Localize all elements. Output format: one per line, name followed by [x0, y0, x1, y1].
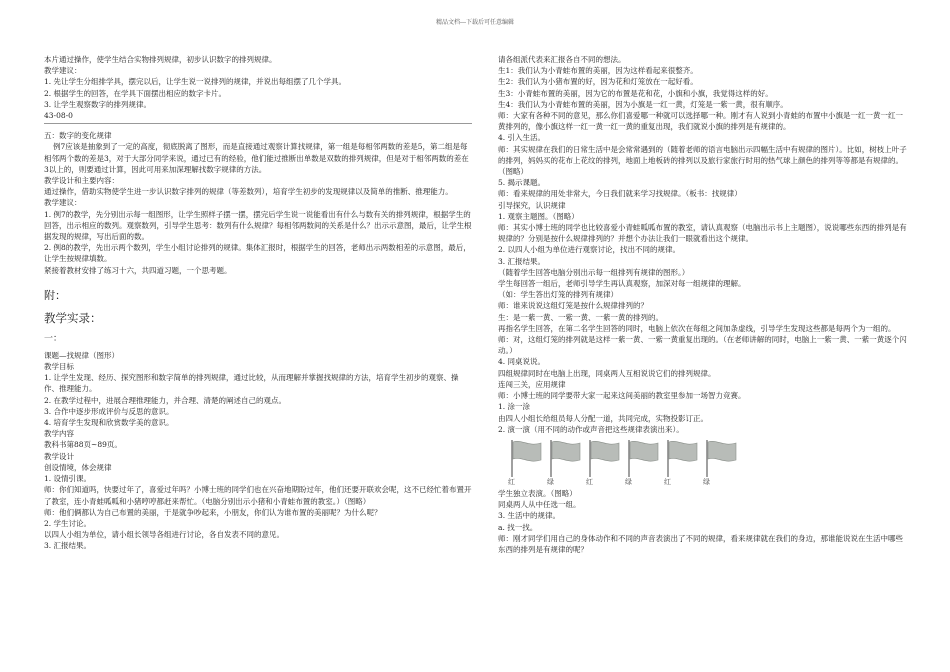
paragraph: 同桌两人从中任选一组。	[498, 500, 581, 510]
paragraph: 教学设计和主要内容：	[44, 176, 119, 186]
left-top-section	[44, 54, 472, 121]
paragraph: 师：大家有各种不同的意见，那么你们喜爱哪一种就可以选择哪一种。刚才有人说到小青蛙的布置中小旗是一红一黄一红一黄排列的，像小旗这样一红一黄一红一黄的重复出现，我们就说小旗的排列是有规律的。	[498, 111, 903, 132]
page-header: 精品文档---下载后可任意编辑	[435, 19, 515, 26]
flag-figure	[508, 438, 910, 488]
paragraph: 2. 演一演（用不同的动作或声音把这些规律表演出来）。	[498, 424, 684, 434]
paragraph: 紧接着教材安排了练习十六，共四道习题，一个思考题。	[44, 265, 232, 275]
paragraph: 1. 观察主题图。（图略）	[498, 211, 579, 221]
flag-icon	[625, 438, 661, 488]
flag-color-label: 绿	[547, 477, 554, 486]
section-five	[44, 130, 472, 276]
paragraph: 师：其实规律在我们的日常生活中是会常常遇到的（随着老师的语言电脑出示四幅生活中有规律的图片）。比如，树枝上叶子的排列，妈妈买的花布上花纹的排列，地面上地板砖的排列以及旅行家旅行时用的热气球上颜色的排列等等都是有规律的。（图略）	[498, 144, 907, 177]
paragraph: 创设情境，体会规律	[44, 462, 112, 472]
paragraph: 3. 生活中的规律。	[498, 511, 561, 521]
paragraph: 1. 让学生发现、经历、探究图形和数字简单的排列规律，通过比较，从而理解并掌握找规律的方法，培育学生初步的观察、操作、推理能力。	[44, 373, 459, 394]
paragraph: 1. 例7的教学，先分别出示每一组图形，让学生照样子摆一摆，摆完后学生说一说能看出有什么与数有关的排列规律，根据学生的回答，出示相应的数列。观察数列，引导学生思考：数列有什么规律？每相邻两数间的关系是什么？出示示意图，最后，让学生根据发现的规律，写出后面的数。	[44, 209, 472, 242]
paragraph: 师：刚才同学们用自己的身体动作和不同的声音表演出了不同的规律，看来规律就在我们的身边，那谁能说说在生活中哪些东西的排列是有规律的呢？	[498, 533, 903, 554]
paragraph: 教科书第88页~89页。	[44, 440, 122, 450]
paragraph: 五：数字的变化规律	[44, 131, 112, 141]
paragraph: 3. 汇报结果。	[44, 541, 92, 551]
paragraph: 教学内容	[44, 429, 74, 439]
paragraph: 教学设计	[44, 451, 74, 461]
flag-icon	[508, 438, 544, 488]
paragraph: 学生独立表演。（图略）	[498, 488, 577, 498]
flag-color-label: 红	[508, 477, 515, 486]
paragraph: 师：你们知道吗，快要过年了，喜爱过年吗？小博士班的同学们也在兴奋地期盼过年，他们还要开联欢会呢，这不已经忙着布置开了教室，连小青蛙呱呱和小猪哼哼都赶来帮忙。（电脑分别出示小猪和小青蛙布置的教室。）（图略）	[44, 485, 472, 506]
paragraph: 以四人小组为单位，请小组长领导各组进行讨论，各自发表不同的意见。	[44, 530, 284, 540]
part-one-heading: 一：	[44, 333, 63, 344]
paragraph: 生：是一紫一黄、一紫一黄、一紫一黄的排列的。	[498, 312, 663, 322]
flag-color-label: 绿	[625, 477, 632, 486]
left-column	[44, 54, 472, 552]
paragraph: 本片通过操作，使学生结合实物排列规律，初步认识数字的排列规律。	[44, 55, 277, 64]
paragraph: 2. 学生讨论。	[44, 518, 92, 528]
paragraph: 教学建议：	[44, 66, 82, 76]
paragraph: 4. 引入生活。	[498, 133, 546, 143]
flag-icon	[547, 438, 583, 488]
paragraph: 4. 培育学生发现和欣赏数学美的意识。	[44, 418, 174, 428]
paragraph: 2. 在教学过程中，进展合理推理能力，并合理、清楚的阐述自己的观点。	[44, 395, 287, 405]
paragraph: 连闯三关，应用规律	[498, 379, 566, 389]
paragraph: 生4：我们认为小青蛙布置的美丽，因为小旗是一红一黄，灯笼是一紫一黄，很有顺序。	[498, 99, 788, 109]
paragraph: （如：学生答出灯笼的排列有规律）	[498, 290, 618, 300]
paragraph: 2. 例8的教学，先出示两个数列，学生小组讨论排列的规律。集体汇报时，根据学生的回答，老师出示两数相差的示意图，最后，让学生按规律填数。	[44, 243, 471, 264]
paragraph: 生1：我们认为小青蛙布置的美丽，因为这样看起来很整齐。	[498, 66, 698, 76]
paragraph: 师：谁来说说这组灯笼是按什么规律排列的？	[498, 301, 648, 311]
paragraph: 师：对，这组灯笼的排列就是这样一紫一黄、一紫一黄重复出现的。（在老师讲解的同时，电脑上一紫一黄、一紫一黄逐个闪动。）	[498, 335, 907, 356]
flag-icon	[703, 438, 739, 488]
paragraph: 生2：我们认为小猪布置的好，因为花和灯笼放在一起好看。	[498, 77, 698, 87]
paragraph: 师：他们俩都认为自己布置的美丽，于是就争吵起来，小朋友，你们认为谁布置的美丽呢？为什么呢？	[44, 507, 382, 517]
section-divider	[44, 123, 472, 124]
paragraph: 师：小博士班的同学要带大家一起来这间美丽的教室里参加一场智力竞赛。	[498, 391, 746, 401]
spacer	[44, 276, 472, 282]
teaching-record-heading: 教学实录：	[44, 310, 102, 325]
paragraph: 1. 设情引课。	[44, 474, 92, 484]
paragraph: 引导探究，认识规律	[498, 200, 566, 210]
flag-color-label: 红	[586, 477, 593, 486]
paragraph: 学生每回答一组后，老师引导学生再认真观察，加深对每一组规律的理解。	[498, 279, 746, 289]
paragraph: 3. 合作中逐步形成评价与反思的意识。	[44, 406, 174, 416]
flag-icon	[664, 438, 700, 488]
flag-color-label: 红	[664, 477, 671, 486]
paragraph: 2. 根据学生的回答，在学具下面摆出相应的数字卡片。	[44, 88, 227, 98]
paragraph: 3. 让学生观察数字的排列规律。	[44, 99, 152, 109]
paragraph: （随着学生回答电脑分别出示每一组排列有规律的图形。）	[498, 267, 690, 277]
paragraph: 师：看来规律的用处非常大，今日我们就来学习找规律。（板书：找规律）	[498, 189, 742, 199]
flag-color-label: 绿	[703, 477, 710, 486]
paragraph: 3. 汇报结果。	[498, 256, 546, 266]
right-text-upper	[498, 54, 910, 435]
paragraph: 教学建议：	[44, 198, 82, 208]
paragraph: 课题—找规律（图形）	[44, 350, 119, 360]
appendix-heading: 附：	[44, 288, 66, 302]
right-column	[498, 54, 910, 555]
paragraph: 四组规律同时在电脑上出现，同桌两人互相说说它们的排列规律。	[498, 368, 716, 378]
paragraph: 5. 揭示课题。	[498, 178, 546, 188]
paragraph: 2. 以四人小组为单位进行观察讨论，找出不同的规律。	[498, 245, 681, 255]
lesson-plan-body	[44, 350, 472, 552]
paragraph: 4. 同桌说说。	[498, 357, 546, 367]
flag-icon	[586, 438, 622, 488]
paragraph: 生3：小青蛙布置的美丽，因为它的布置是花和花，小旗和小旗，我觉得这样的好。	[498, 88, 773, 98]
paragraph: 1. 涂一涂	[498, 402, 531, 412]
right-text-lower	[498, 488, 910, 555]
paragraph: 再指名学生回答，在第二名学生回答的同时，电脑上依次在每组之间加条虚线，引导学生发现这些都是每两个为一组的。	[498, 323, 896, 333]
paragraph: 教学目标	[44, 362, 74, 372]
paragraph: 通过操作，借助实物使学生进一步认识数字排列的规律（等差数列），培育学生初步的发现规律以及简单的推断、推理能力。	[44, 187, 453, 197]
paragraph: 1. 先让学生分组排学具，摆完以后，让学生说一说排列的规律，并说出每组摆了几个学具。	[44, 77, 347, 87]
paragraph: 师：其实小博士班的同学也比较喜爱小青蛙呱呱布置的教室，请认真观察（电脑出示书上主题图），说说哪些东西的排列是有规律的？分别是按什么规律排列的？并想个办法让我们一眼就看出这个规律。	[498, 223, 907, 244]
paragraph: 43-08-0	[44, 111, 73, 121]
paragraph: 请各组派代表来汇报各自不同的想法。	[498, 55, 626, 64]
paragraph: 由四人小组长给组员每人分配一道，共同完成，实物投影订正。	[498, 413, 708, 423]
paragraph: 例7应该是抽象到了一定的高度，彻底脱离了图形，而是直接通过观察计算找规律，第一组是每相邻两数的差是5，第二组是每相邻两个数的差是3，对于大部分同学来说，通过已有的经验，他们能过推断出单数是双数的排列规律，但是对于相邻两数的差在3以上的，则要通过计算，因此可用来加深理解找数字规律的方法。	[44, 142, 469, 174]
paragraph: a. 找一找。	[498, 522, 538, 532]
